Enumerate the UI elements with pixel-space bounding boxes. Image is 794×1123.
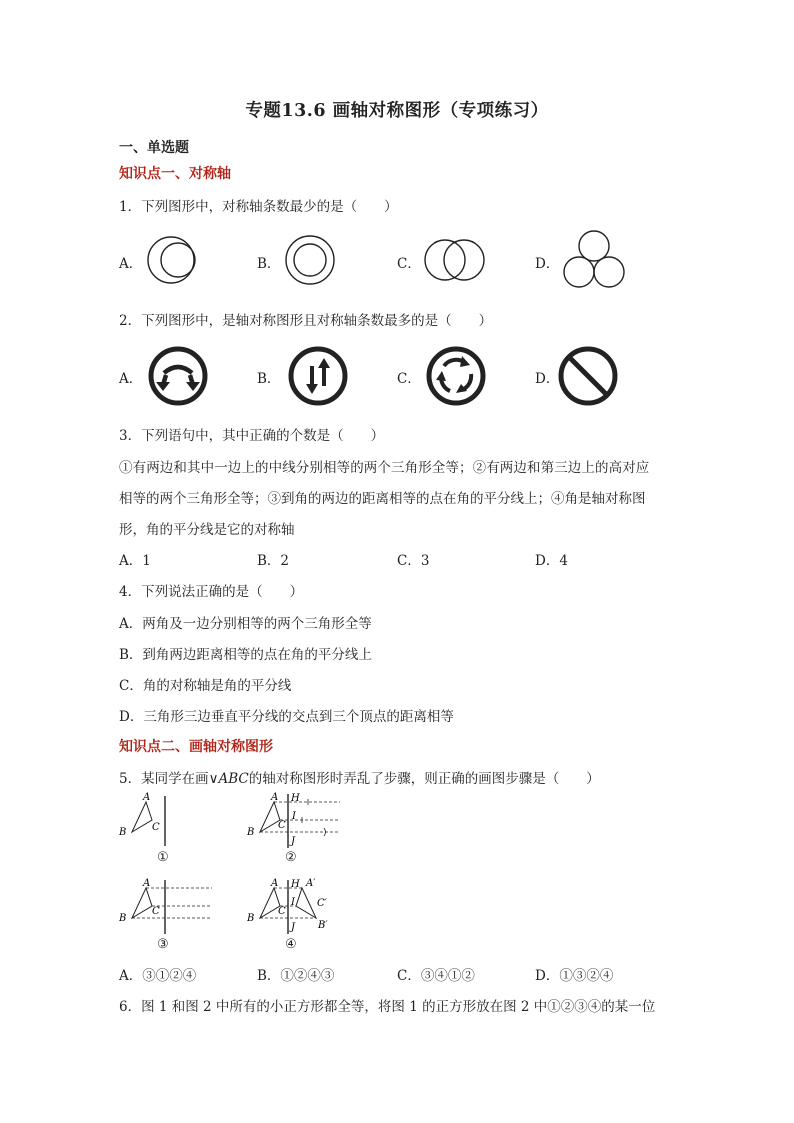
q2-figure-b-two-way-traffic-sign — [286, 344, 350, 408]
q4-option-c: C．角的对称轴是角的平分线 — [119, 678, 292, 694]
q5-figure-2-caption: ② — [285, 850, 297, 865]
question-3-stem: 3．下列语句中，其中正确的个数是（ ） — [119, 428, 385, 444]
q3-statement-line-3: 形，角的平分线是它的对称轴 — [119, 522, 295, 538]
q2-figure-d-prohibition-sign — [556, 344, 620, 408]
point-b-prime-label: B′ — [318, 920, 328, 931]
q1-option-c-label: C． — [397, 256, 421, 272]
point-c-label: C — [278, 820, 286, 831]
q3-option-a: A．1 — [119, 553, 151, 569]
q1-figure-a-crescent-circles — [140, 230, 200, 290]
q5-option-c: C．③④①② — [397, 968, 475, 984]
point-j-label: J — [291, 922, 296, 933]
q1-option-d-label: D． — [535, 256, 560, 272]
question-2-stem: 2．下列图形中，是轴对称图形且对称轴条数最多的是（ ） — [119, 313, 493, 329]
page-title: 专题13.6 画轴对称图形（专项练习） — [245, 101, 549, 121]
point-a-prime-label: A′ — [306, 878, 316, 889]
q2-figure-c-roundabout-sign — [424, 344, 488, 408]
q5-figure-3-caption: ③ — [157, 937, 169, 952]
point-b-label: B — [247, 827, 255, 838]
point-h-label: H — [291, 879, 300, 890]
point-j-label: J — [291, 836, 296, 847]
q2-option-a-label: A． — [119, 371, 143, 387]
q5-figure-4-caption: ④ — [285, 937, 297, 952]
q4-option-a: A．两角及一边分别相等的两个三角形全等 — [119, 616, 372, 632]
q3-statement-line-2: 相等的两个三角形全等；③到角的两边的距离相等的点在角的平分线上；④角是轴对称图 — [119, 491, 646, 507]
q5-option-a: A．③①②④ — [119, 968, 197, 984]
point-c-label: C — [278, 906, 286, 917]
q5-option-b: B．①②④③ — [257, 968, 335, 984]
point-c-label: C — [152, 906, 160, 917]
q1-figure-c-two-circles — [420, 230, 490, 290]
point-b-label: B — [247, 913, 255, 924]
q4-option-d: D．三角形三边垂直平分线的交点到三个顶点的距离相等 — [119, 709, 454, 725]
q5-option-d: D．①③②④ — [535, 968, 614, 984]
point-c-prime-label: C′ — [317, 898, 327, 909]
q3-statement-line-1: ①有两边和其中一边上的中线分别相等的两个三角形全等；②有两边和第三边上的高对应 — [119, 460, 650, 476]
q5-figure-1-caption: ① — [157, 850, 169, 865]
question-1-stem: 1．下列图形中，对称轴条数最少的是（ ） — [119, 199, 398, 215]
q3-option-c: C．3 — [397, 553, 430, 569]
point-i-label: I — [291, 897, 295, 908]
point-b-label: B — [119, 827, 127, 838]
question-6-stem: 6．图 1 和图 2 中所有的小正方形都全等，将图 1 的正方形放在图 2 中①②③④的某一位 — [119, 999, 656, 1015]
question-4-stem: 4．下列说法正确的是（ ） — [119, 584, 304, 600]
point-b-label: B — [119, 913, 127, 924]
q2-option-c-label: C． — [397, 371, 421, 387]
knowledge-point-heading: 知识点二、画轴对称图形 — [119, 739, 273, 755]
knowledge-point-heading: 知识点一、对称轴 — [119, 166, 231, 182]
q3-option-d: D．4 — [535, 553, 568, 569]
q2-option-d-label: D． — [535, 371, 560, 387]
q1-option-a-label: A． — [119, 256, 143, 272]
q5-triangle-name: ∨ABC — [208, 771, 249, 787]
point-a-label: A — [271, 878, 279, 889]
q5-figure-2-perpendicular-lines — [244, 790, 348, 856]
q5-stem-suffix: 的轴对称图形时弄乱了步骤，则正确的画图步骤是（ ） — [248, 771, 600, 787]
q1-option-b-label: B． — [257, 256, 281, 272]
q3-option-b: B．2 — [257, 553, 290, 569]
q5-figure-3-extended-lines — [116, 876, 220, 942]
section-heading: 一、单选题 — [119, 140, 189, 156]
point-i-label: I — [292, 811, 296, 822]
q5-figure-4-reflected-triangle — [244, 876, 354, 942]
q1-figure-b-concentric-circles — [280, 230, 340, 290]
point-a-label: A — [143, 792, 151, 803]
question-5-stem — [119, 767, 600, 787]
q5-figure-1-triangle-and-axis — [116, 790, 186, 856]
point-c-label: C — [152, 822, 160, 833]
point-h-label: H — [291, 793, 300, 804]
q4-option-b: B．到角两边距离相等的点在角的平分线上 — [119, 647, 372, 663]
q2-figure-a-diverging-arrows-sign — [146, 344, 210, 408]
q1-figure-d-three-circles — [558, 226, 632, 292]
point-a-label: A — [143, 878, 151, 889]
point-a-label: A — [271, 792, 279, 803]
q2-option-b-label: B． — [257, 371, 281, 387]
q5-stem-prefix: 5．某同学在画 — [119, 771, 209, 787]
